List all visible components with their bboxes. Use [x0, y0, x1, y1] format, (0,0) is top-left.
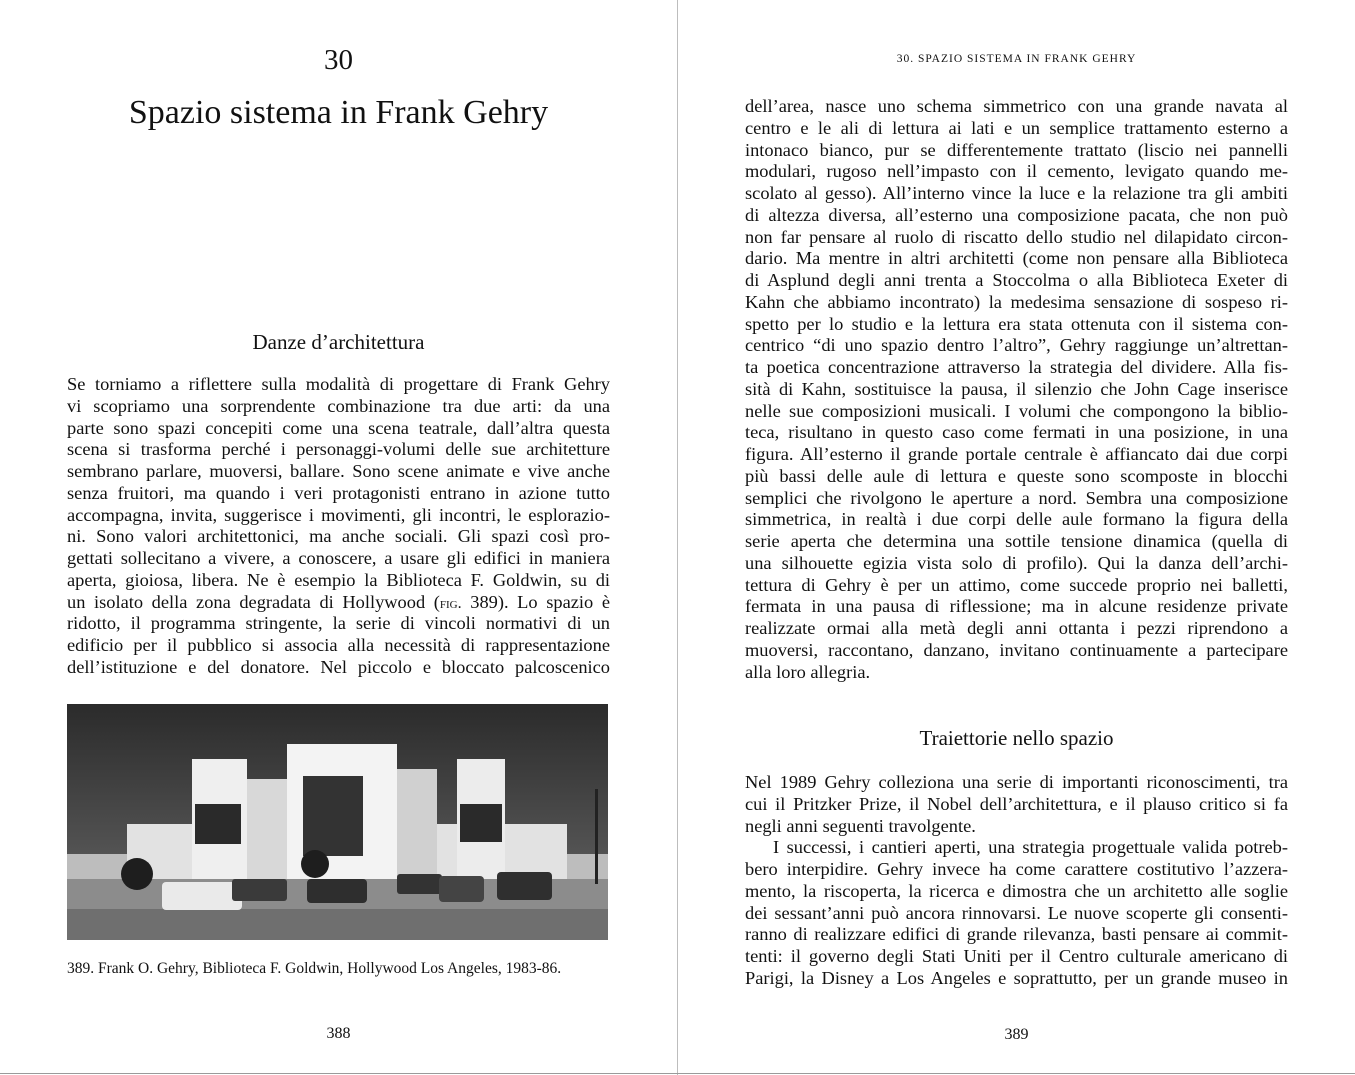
- text-line: bero interpidire. Gehry invece ha come carattere costitutivo l’azzera-: [745, 859, 1288, 879]
- body-text: [67, 374, 610, 679]
- text-line: dell’istituzione e del donatore. Nel piccolo e bloccato palcoscenico: [67, 656, 610, 677]
- text-line: figura. All’esterno il grande portale centrale è affiancato dai due corpi: [745, 444, 1288, 464]
- text-line: più bassi delle aule di lettura e queste sono scomposte in blocchi: [745, 465, 1288, 486]
- text-line: tettura di Gehry è per un attimo, come succede proprio nei balletti,: [745, 574, 1288, 595]
- text-line: realizzate ormai alla metà degli anni ottanta i pezzi riprendono a: [745, 618, 1288, 638]
- text-line: intonaco bianco, pur se differentemente trattato (liscio nei pannelli: [745, 139, 1288, 160]
- text-line: simmetrica, in realtà i due corpi delle aule formano la figura della: [745, 509, 1288, 530]
- text-line: modulari, rugoso nell’impasto con il cemento, levigato quando me-: [745, 161, 1288, 182]
- text-line: scena si trasforma perché i personaggi-volumi delle sue architetture: [67, 439, 610, 460]
- text-line: di altezza diversa, all’esterno una composizione pacata, che non può: [745, 204, 1288, 225]
- text-line: ni. Sono valori architettonici, ma anche sociali. Gli spazi così pro-: [67, 526, 610, 547]
- section-body-text: [745, 772, 1288, 990]
- figure-photo-biblioteca-goldwin: [67, 704, 608, 940]
- text-line: alla loro allegria.: [745, 661, 871, 682]
- text-line: semplici che rivolgono le aperture a nord. Sembra una composizione: [745, 487, 1288, 508]
- page-number: 389: [1004, 1026, 1029, 1043]
- text-line: scolato al gesso). All’interno vince la luce e la relazione tra gli ambiti: [745, 183, 1288, 203]
- body-text: [745, 96, 1288, 683]
- right-page: [678, 0, 1355, 1075]
- text-line: cui il Pritzker Prize, il Nobel dell’architettura, e il plauso critico si fa: [745, 793, 1288, 814]
- text-line: Nel 1989 Gehry colleziona una serie di importanti riconoscimenti, tra: [745, 772, 1288, 792]
- text-line: fermata in una pausa di riflessione; ma in alcune residenze private: [745, 596, 1288, 617]
- text-line: ta poetica concentrazione attraverso la strategia del dividere. Alla fis-: [745, 357, 1288, 377]
- chapter-title: Spazio sistema in Frank Gehry: [128, 94, 549, 131]
- text-line: mento, la riscoperta, la ricerca e dimostra che un architetto alle soglie: [745, 880, 1288, 901]
- text-line: gettati sollecitano a vivere, a conoscere, a usare gli edifici in maniera: [67, 548, 610, 568]
- text-line: dell’area, nasce uno schema simmetrico con una grande navata al: [745, 96, 1288, 116]
- text-line: vi scopriamo una sorprendente combinazione tra due arti: da una: [67, 395, 610, 416]
- section-title: Danze d’architettura: [252, 330, 425, 354]
- text-line: Parigi, la Disney a Los Angeles e soprattutto, per un grande museo in: [745, 967, 1288, 988]
- text-line: un isolato della zona degradata di Hollywood (fig. 389). Lo spazio è: [67, 591, 610, 612]
- text-line: nelle sue composizioni musicali. I volumi che compongono la biblio-: [745, 400, 1288, 421]
- text-line: negli anni seguenti travolgente.: [745, 815, 976, 836]
- bottom-rule: [0, 1073, 1355, 1074]
- text-line: una silhouette egizia vista solo di profilo). Qui la danza dell’archi-: [745, 552, 1288, 573]
- text-line: muoversi, raccontano, danzano, invitano continuamente a partecipare: [745, 639, 1288, 660]
- text-line: parte sono spazi concepiti come una scena teatrale, dall’altra questa: [67, 417, 610, 438]
- text-line: edificio per il pubblico si associa alla necessità di rappresentazione: [67, 635, 610, 655]
- page-number: 388: [326, 1025, 351, 1042]
- text-line: sità di Kahn, sostituisce la pausa, il silenzio che John Cage inserisce: [745, 378, 1288, 399]
- text-line: non far pensare al ruolo di riscatto dello studio nel dilapidato circon-: [745, 226, 1288, 247]
- text-line: Se torniamo a riflettere sulla modalità di progettare di Frank Gehry: [67, 374, 610, 394]
- section-title: Traiettorie nello spazio: [919, 726, 1114, 750]
- running-head: 30. SPAZIO SISTEMA IN FRANK GEHRY: [896, 53, 1137, 65]
- text-line: dei sessant’anni può ancora rinnovarsi. Le nuove scoperte gli consenti-: [745, 902, 1288, 923]
- text-line: ranno di realizzare edifici di grande rilevanza, basti pensare ai commit-: [745, 924, 1288, 945]
- text-line: accompagna, invita, suggerisce i movimenti, gli incontri, le esplorazio-: [67, 504, 610, 525]
- figure-reference: fig.: [439, 594, 462, 612]
- text-line: senza fruitori, ma quando i veri protagonisti entrano in azione tutto: [67, 482, 610, 503]
- text-line: dario. Ma mentre in altri architetti (come non pensare alla Biblioteca: [745, 248, 1288, 269]
- text-line: serie aperta che determina una sottile tensione dinamica (quella di: [745, 531, 1288, 551]
- text-line: di Asplund degli anni trenta a Stoccolma o alla Biblioteca Exeter di: [745, 270, 1288, 290]
- text-line: teca, risultano in questo caso come fermati in una posizione, in una: [745, 422, 1288, 443]
- text-line: Kahn che abbiamo incontrato) la medesima sensazione di sospeso ri-: [745, 291, 1288, 312]
- text-line: ridotto, il programma stringente, la serie di vincoli normativi di un: [67, 613, 610, 634]
- text-line: tenti: il governo degli Stati Uniti per il Centro culturale americano di: [745, 946, 1288, 966]
- chapter-number: 30: [324, 44, 353, 76]
- text-line: sembrano parlare, muoversi, ballare. Sono scene animate e vive anche: [67, 461, 610, 481]
- text-line: I successi, i cantieri aperti, una strategia progettuale valida potreb-: [773, 837, 1288, 858]
- left-page: [0, 0, 677, 1075]
- figure-caption: 389. Frank O. Gehry, Biblioteca F. Goldwin, Hollywood Los Angeles, 1983-86.: [67, 960, 562, 977]
- text-line: spetto per lo studio e la lettura era stata ottenuta con il sistema con-: [745, 313, 1288, 334]
- text-line: aperta, gioiosa, libera. Ne è esempio la Biblioteca F. Goldwin, su di: [67, 569, 610, 590]
- text-line: centro e le ali di lettura ai lati e un semplice trattamento esterno a: [745, 117, 1288, 138]
- text-line: centrico “di uno spazio dentro l’altro”, Gehry raggiunge un’altrettan-: [745, 335, 1288, 356]
